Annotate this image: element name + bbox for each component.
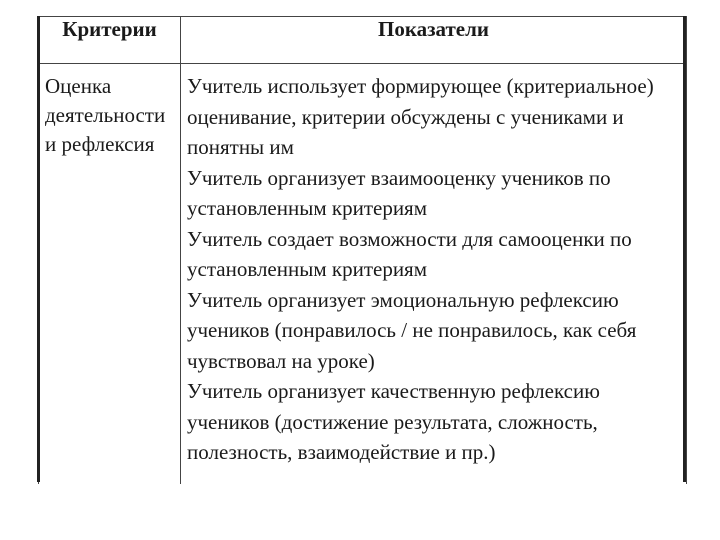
table-header-row <box>39 17 687 64</box>
criterion-cell: Оценка деятельности и рефлексия <box>39 64 181 485</box>
indicator-item: Учитель организует качественную рефлексию учеников (достижение результата, сложность, полезность, взаимодействие и пр.) <box>187 379 600 464</box>
header-indicators: Показатели <box>181 17 687 64</box>
header-criteria: Критерии <box>39 17 181 64</box>
indicator-item: Учитель создает возможности для самооценки по установленным критериям <box>187 226 632 281</box>
table-right-border <box>683 16 686 482</box>
indicator-item: Учитель организует эмоциональную рефлексию учеников (понравилось / не понравилось, как себя чувствовал на уроке) <box>187 287 637 373</box>
table-row <box>39 64 687 485</box>
indicators-cell <box>181 64 687 485</box>
indicator-item: Учитель использует формирующее (критериальное) оценивание, критерии обсуждены с учениками и понятны им <box>187 74 654 159</box>
table-left-border <box>37 16 40 482</box>
criteria-table <box>38 16 687 484</box>
indicator-item: Учитель организует взаимооценку учеников по установленным критериям <box>187 165 611 220</box>
